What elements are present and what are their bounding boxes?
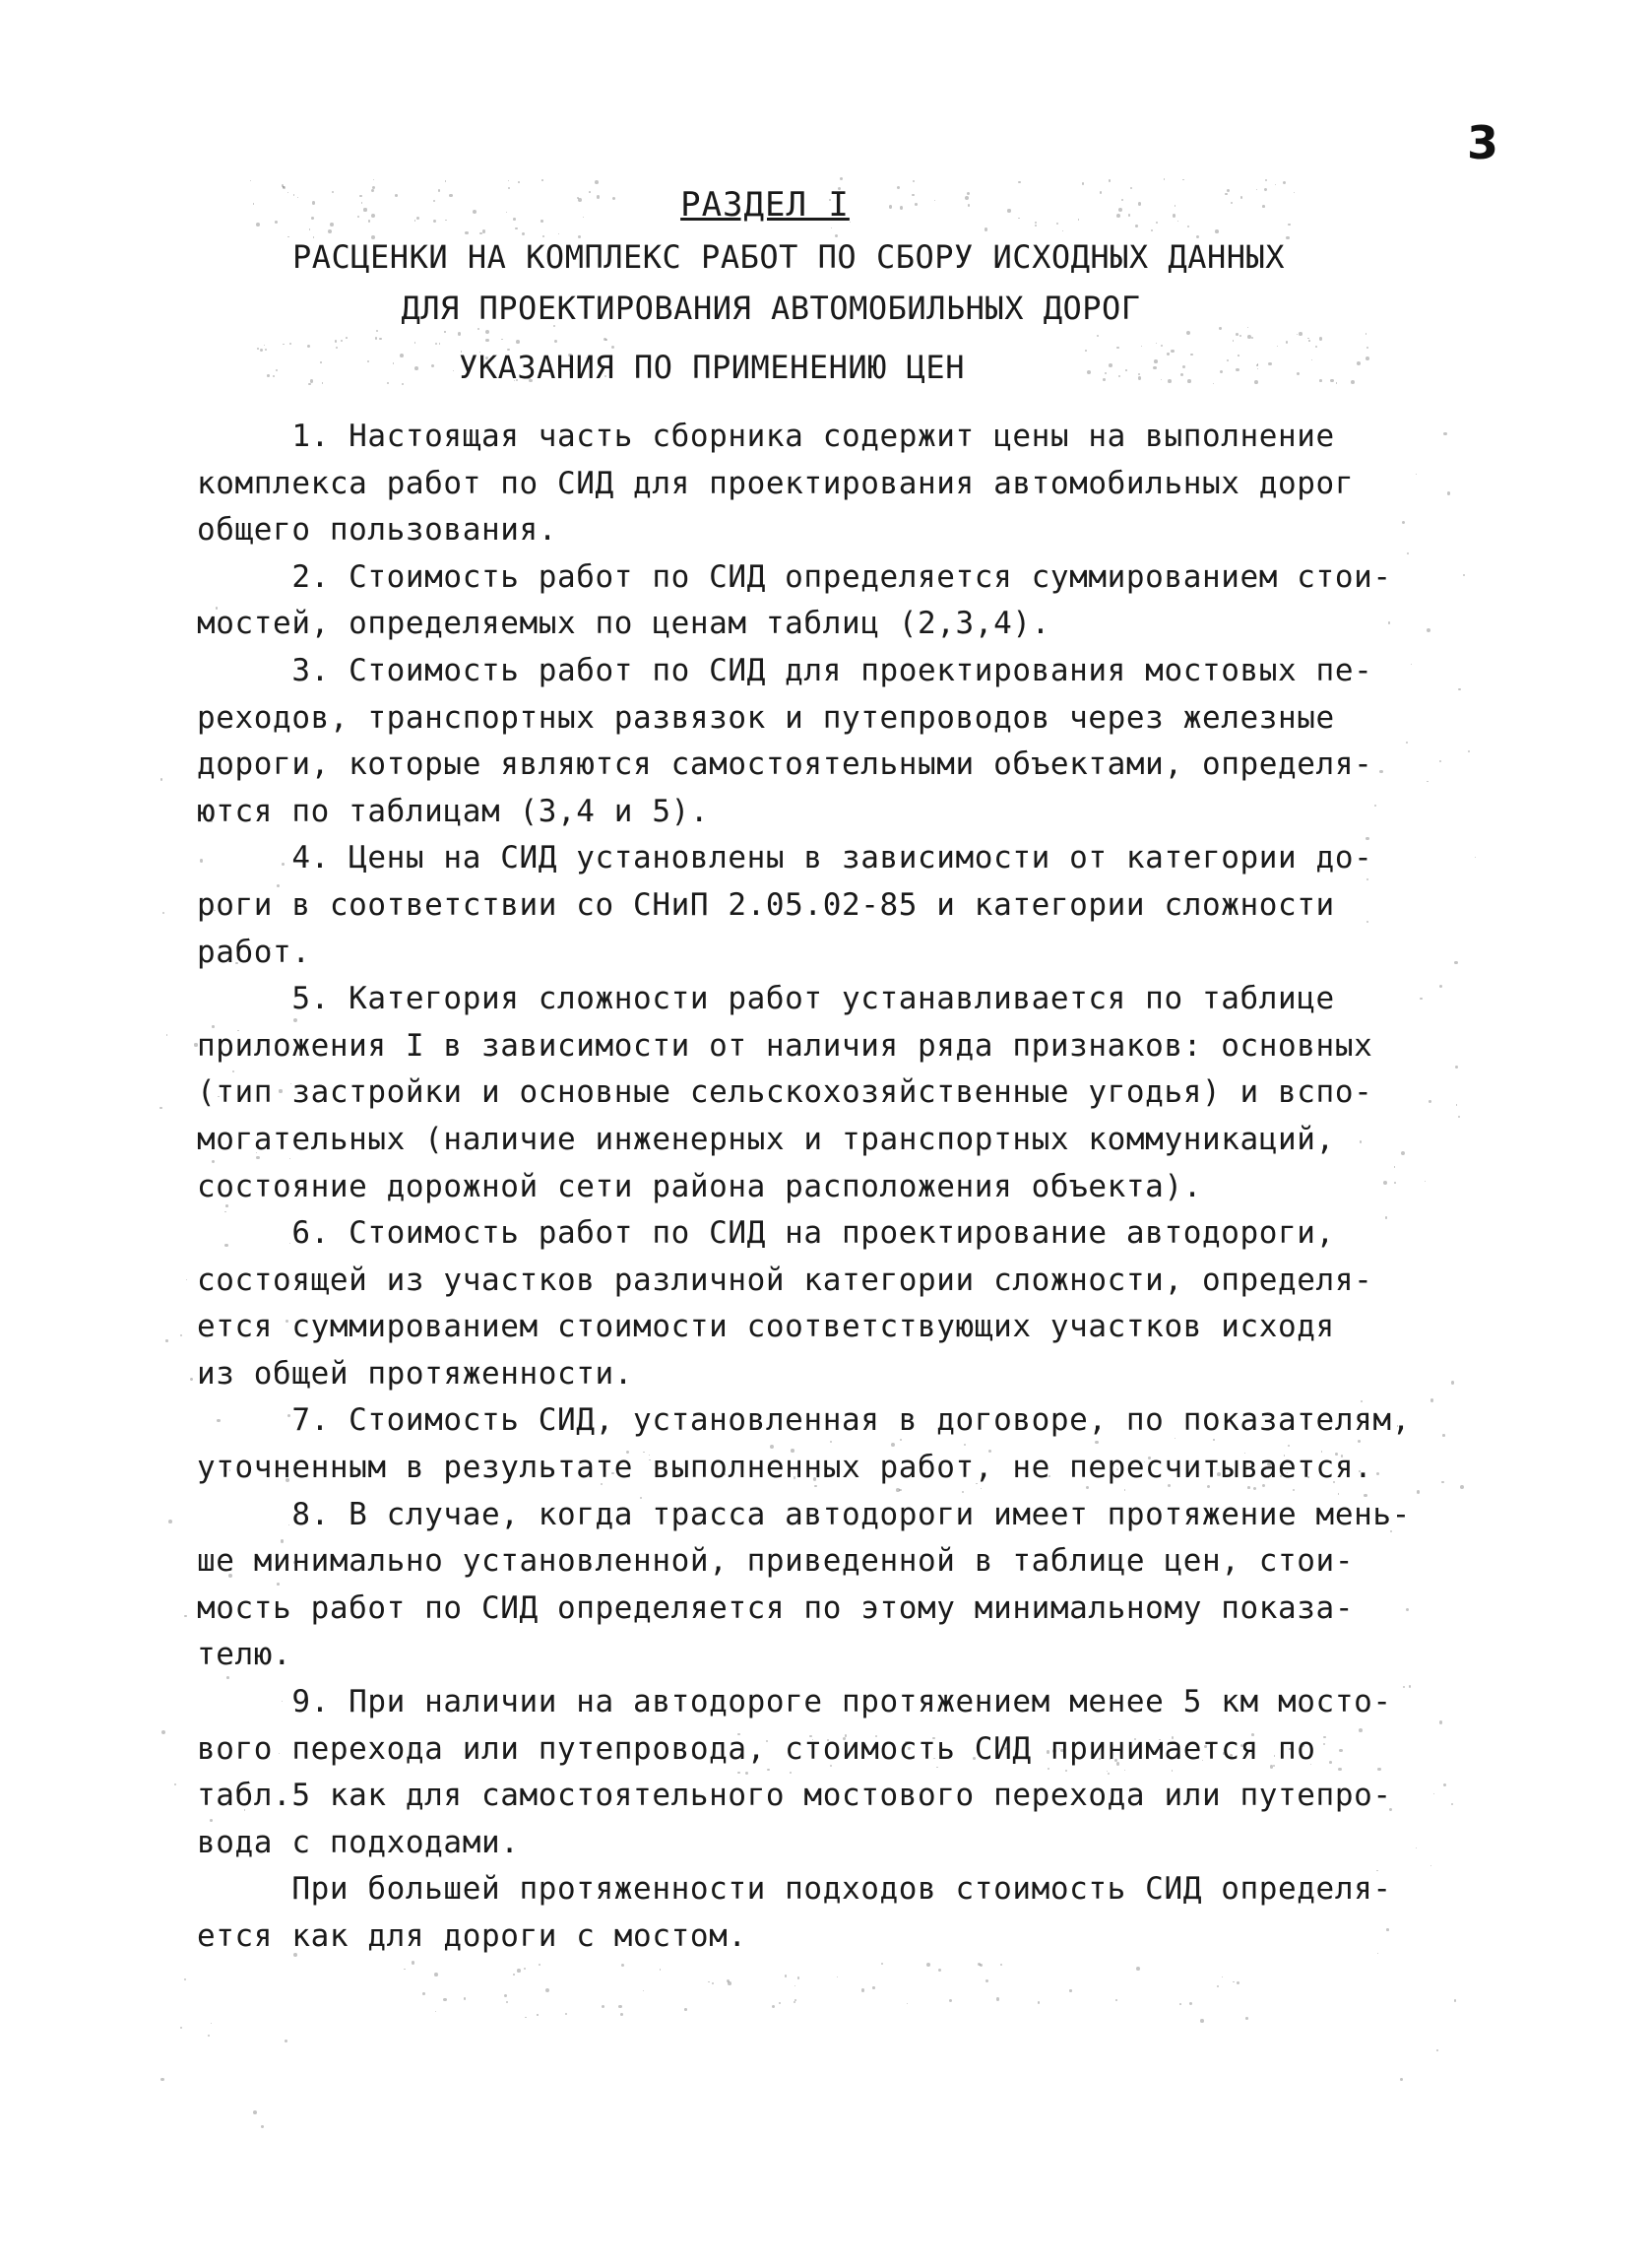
body-line: мостей, определяемых по ценам таблиц (2,3,4). — [197, 606, 1050, 642]
body-line: табл.5 как для самостоятельного мостового перехода или путепро- — [197, 1778, 1392, 1814]
body-line: телю. — [197, 1637, 292, 1673]
body-line: 8. В случае, когда трасса автодороги имеет протяжение мень- — [197, 1496, 1411, 1532]
body-line: 9. При наличии на автодороге протяжением менее 5 км мосто- — [197, 1684, 1392, 1720]
body-line: уточненным в результате выполненных работ, не пересчитывается. — [197, 1450, 1373, 1486]
main-title-line-1: РАСЦЕНКИ НА КОМПЛЕКС РАБОТ ПО СБОРУ ИСХОДНЫХ ДАННЫХ — [291, 238, 1286, 276]
body-line: ше минимально установленной, приведенной в таблице цен, стои- — [197, 1543, 1355, 1580]
body-line: работ. — [197, 934, 311, 970]
body-line: (тип застройки и основные сельскохозяйственные угодья) и вспо- — [197, 1074, 1373, 1111]
body-line: роги в соответствии со СНиП 2.05.02-85 и категории сложности — [197, 886, 1335, 923]
body-line: приложения I в зависимости от наличия ряда признаков: основных — [197, 1027, 1373, 1064]
main-title-line-2: ДЛЯ ПРОЕКТИРОВАНИЯ АВТОМОБИЛЬНЫХ ДОРОГ — [401, 290, 1141, 327]
body-line: При большей протяженности подходов стоимость СИД определя- — [197, 1871, 1392, 1908]
subtitle: УКАЗАНИЯ ПО ПРИМЕНЕНИЮ ЦЕН — [459, 349, 965, 386]
body-line: могательных (наличие инженерных и транспортных коммуникаций, — [197, 1121, 1335, 1157]
body-line: 1. Настоящая часть сборника содержит цены на выполнение — [197, 419, 1335, 454]
body-line: дороги, которые являются самостоятельными объектами, определя- — [197, 746, 1373, 783]
body-line: реходов, транспортных развязок и путепроводов через железные — [197, 699, 1335, 736]
body-line: вого перехода или путепровода, стоимость СИД принимается по — [197, 1730, 1316, 1767]
section-title: РАЗДЕЛ I — [680, 185, 850, 225]
body-line: ется как для дороги с мостом. — [197, 1918, 747, 1954]
body-line: ются по таблицам (3,4 и 5). — [197, 793, 710, 829]
body-line: состояние дорожной сети района расположения объекта). — [197, 1168, 1202, 1204]
body-line: 3. Стоимость работ по СИД для проектирования мостовых пе- — [197, 652, 1373, 688]
body-line: 4. Цены на СИД установлены в зависимости от категории до- — [197, 840, 1373, 876]
body-line: вода с подходами. — [197, 1824, 520, 1860]
body-line: 2. Стоимость работ по СИД определяется суммированием стои- — [197, 558, 1392, 595]
body-line: 5. Категория сложности работ устанавливается по таблице — [197, 981, 1335, 1017]
body-line: комплекса работ по СИД для проектирования автомобильных дорог — [197, 465, 1355, 501]
body-text — [197, 414, 1467, 1961]
body-line: 6. Стоимость работ по СИД на проектирование автодороги, — [197, 1215, 1335, 1252]
body-line: общего пользования. — [197, 512, 558, 549]
body-line: 7. Стоимость СИД, установленная в договоре, по показателям, — [197, 1402, 1411, 1439]
body-line: ется суммированием стоимости соответствующих участков исходя — [197, 1309, 1335, 1345]
body-line: состоящей из участков различной категории сложности, определя- — [197, 1262, 1373, 1298]
page-number: 3 — [1467, 116, 1499, 169]
body-line: мость работ по СИД определяется по этому минимальному показа- — [197, 1589, 1355, 1626]
body-line: из общей протяженности. — [197, 1355, 634, 1392]
